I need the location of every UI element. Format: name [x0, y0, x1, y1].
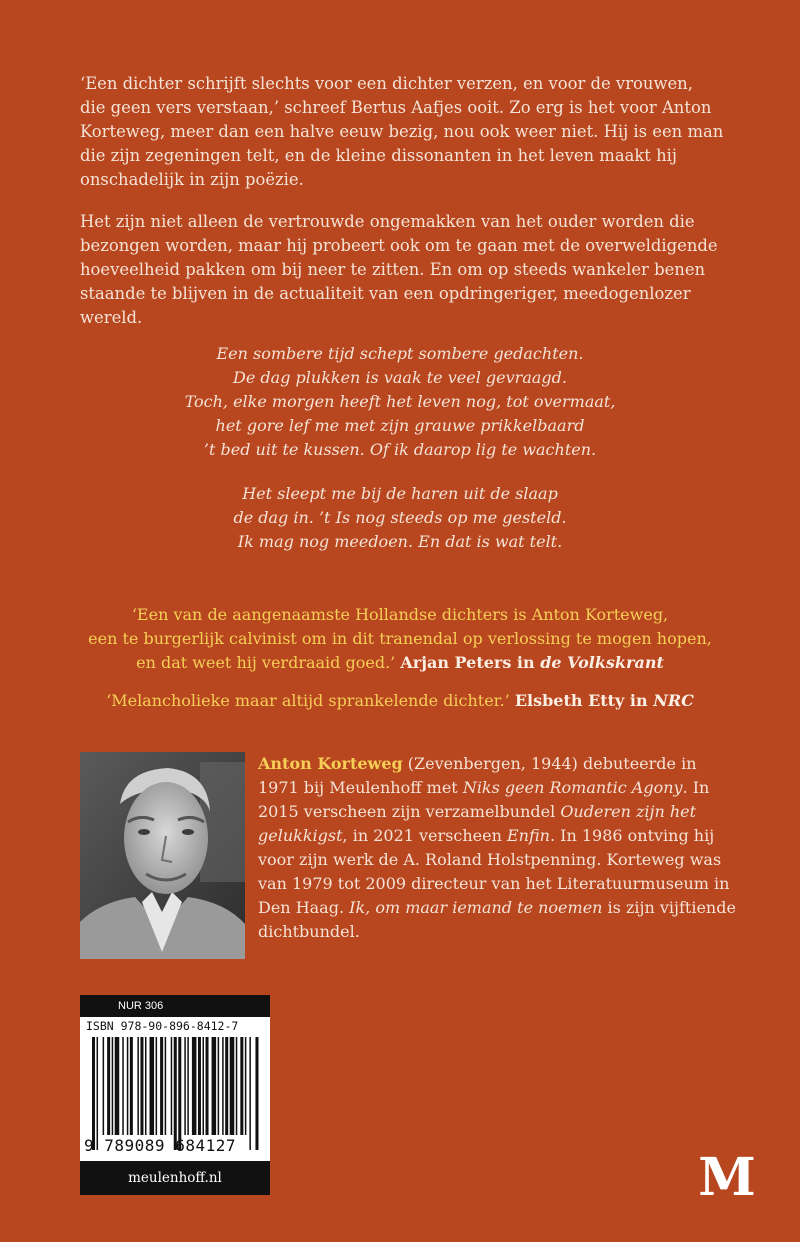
- barcode-bar: [255, 1037, 258, 1150]
- bio-text: . In: [682, 778, 710, 797]
- poem-stanza-1: [0, 342, 800, 462]
- nur-code: NUR 306: [80, 995, 270, 1017]
- review-author: Elsbeth Etty in: [514, 691, 648, 710]
- review-line: ‘Een van de aangenaamste Hollandse dichters is Anton Korteweg,: [131, 605, 669, 624]
- book-title: Ouderen zijn het: [560, 802, 697, 821]
- barcode-bar: [187, 1037, 189, 1135]
- barcode-bar: [112, 1037, 114, 1135]
- book-title: gelukkigst: [258, 826, 343, 845]
- blurb-line: bezongen worden, maar hij probeert ook om te gaan met de overweldigende: [80, 236, 718, 255]
- barcode-bar: [202, 1037, 204, 1135]
- book-title: Niks geen Romantic Agony: [462, 778, 683, 797]
- barcode-bar: [171, 1037, 173, 1135]
- poem-line: de dag in. ’t Is nog steeds op me gesteld.: [233, 508, 567, 527]
- poem-line: ’t bed uit te kussen. Of ik daarop lig te wachten.: [203, 440, 597, 459]
- barcode-bar: [198, 1037, 201, 1135]
- bio-text: , in 2021 verscheen: [342, 826, 507, 845]
- barcode-bar: [137, 1037, 139, 1135]
- blurb-line: die zijn zegeningen telt, en de kleine dissonanten in het leven maakt hij: [80, 146, 677, 165]
- barcode-bar: [225, 1037, 228, 1135]
- barcode-bar: [218, 1037, 220, 1135]
- review-attribution: [400, 653, 664, 672]
- review-quote-1: [0, 603, 800, 675]
- author-bio: [258, 752, 738, 944]
- barcode-bar: [122, 1037, 124, 1135]
- barcode-bar: [222, 1037, 224, 1135]
- blurb-line: ‘Een dichter schrijft slechts voor een dichter verzen, en voor de vrouwen,: [80, 74, 693, 93]
- barcode-bar: [249, 1037, 251, 1150]
- bio-line: dichtbundel.: [258, 922, 360, 941]
- barcode-bar: [192, 1037, 197, 1135]
- bio-text: (Zevenbergen, 1944) debuteerde in: [402, 754, 697, 773]
- bio-line: [258, 800, 738, 824]
- barcode-bar: [165, 1037, 167, 1135]
- blurb-line: wereld.: [80, 308, 143, 327]
- barcode-bar: [178, 1037, 181, 1150]
- book-title: Ik, om maar iemand te noemen: [349, 898, 603, 917]
- publisher-website: meulenhoff.nl: [80, 1161, 270, 1195]
- review-source: de Volkskrant: [540, 653, 664, 672]
- blurb-paragraph-2: [80, 210, 740, 330]
- bio-line: [258, 896, 738, 920]
- isbn-number: ISBN 978-90-896-8412-7: [86, 1019, 239, 1033]
- barcode-bar: [127, 1037, 129, 1135]
- barcode-bar: [103, 1037, 105, 1135]
- ean-digits: 9 789089 684127: [84, 1136, 236, 1155]
- blurb-line: onschadelijk in zijn poëzie.: [80, 170, 304, 189]
- bio-text: Den Haag.: [258, 898, 350, 917]
- poem-line: Een sombere tijd schept sombere gedachten.: [216, 344, 584, 363]
- barcode-bars: [92, 1037, 260, 1150]
- review-author: Arjan Peters in: [400, 653, 535, 672]
- barcode-bar: [240, 1037, 243, 1135]
- review-text: en dat weet hij verdraaid goed.’: [136, 653, 396, 672]
- poem-line: De dag plukken is vaak te veel gevraagd.: [233, 368, 567, 387]
- bio-line: [258, 776, 738, 800]
- barcode-bar: [206, 1037, 209, 1135]
- bio-text: 1971 bij Meulenhoff met: [258, 778, 463, 797]
- review-line: [0, 651, 800, 675]
- barcode-bar: [160, 1037, 163, 1135]
- review-line: een te burgerlijk calvinist om in dit tranendal op verlossing te mogen hopen,: [88, 629, 712, 648]
- barcode-bar: [130, 1037, 133, 1135]
- bio-text: is zijn vijftiende: [602, 898, 736, 917]
- author-photo: [80, 752, 245, 959]
- blurb-line: hoeveelheid pakken om bij neer te zitten. En om op steeds wankeler benen: [80, 260, 706, 279]
- blurb-line: Het zijn niet alleen de vertrouwde ongemakken van het ouder worden die: [80, 212, 695, 231]
- poem-line: het gore lef me met zijn grauwe prikkelbaard: [215, 416, 585, 435]
- bio-text: 2015 verscheen zijn verzamelbundel: [258, 802, 561, 821]
- poem-line: Het sleept me bij de haren uit de slaap: [242, 484, 558, 503]
- barcode-bar: [236, 1037, 238, 1135]
- barcode-bar: [174, 1037, 177, 1150]
- barcode-bar: [140, 1037, 143, 1135]
- barcode-bar: [150, 1037, 155, 1135]
- barcode-bar: [230, 1037, 235, 1135]
- bio-text: . In 1986 ontving hij: [549, 826, 715, 845]
- barcode-bar: [107, 1037, 110, 1135]
- barcode-bar: [245, 1037, 247, 1135]
- poem-line: Ik mag nog meedoen. En dat is wat telt.: [237, 532, 563, 551]
- barcode-bar: [212, 1037, 217, 1135]
- poem-line: Toch, elke morgen heeft het leven nog, tot overmaat,: [184, 392, 616, 411]
- barcode-bar: [184, 1037, 186, 1135]
- review-attribution: [515, 691, 694, 710]
- bio-line: [258, 752, 738, 776]
- author-portrait-image: [80, 752, 245, 959]
- barcode-bar: [145, 1037, 147, 1135]
- blurb-line: Korteweg, meer dan een halve eeuw bezig, nou ook weer niet. Hij is een man: [80, 122, 724, 141]
- blurb-paragraph-1: [80, 72, 740, 192]
- review-source: NRC: [653, 691, 694, 710]
- review-text: ‘Melancholieke maar altijd sprankelende dichter.’: [106, 691, 510, 710]
- barcode-box: [80, 995, 270, 1195]
- barcode-bar: [156, 1037, 158, 1135]
- publisher-logo: M: [698, 1147, 756, 1208]
- bio-line: voor zijn werk de A. Roland Holstpenning. Korteweg was: [258, 850, 722, 869]
- bio-line: [258, 824, 738, 848]
- book-title: Enfin: [506, 826, 550, 845]
- review-quote-2: [0, 689, 800, 713]
- blurb-line: die geen vers verstaan,’ schreef Bertus Aafjes ooit. Zo erg is het voor Anton: [80, 98, 712, 117]
- author-name: Anton Korteweg: [258, 754, 403, 773]
- blurb-line: staande te blijven in de actualiteit van een opdringeriger, meedogenlozer: [80, 284, 691, 303]
- barcode-bar: [115, 1037, 120, 1135]
- poem-stanza-2: [0, 482, 800, 554]
- bio-line: van 1979 tot 2009 directeur van het Literatuurmuseum in: [258, 874, 730, 893]
- barcode-bar: [97, 1037, 99, 1150]
- barcode-bar: [92, 1037, 95, 1150]
